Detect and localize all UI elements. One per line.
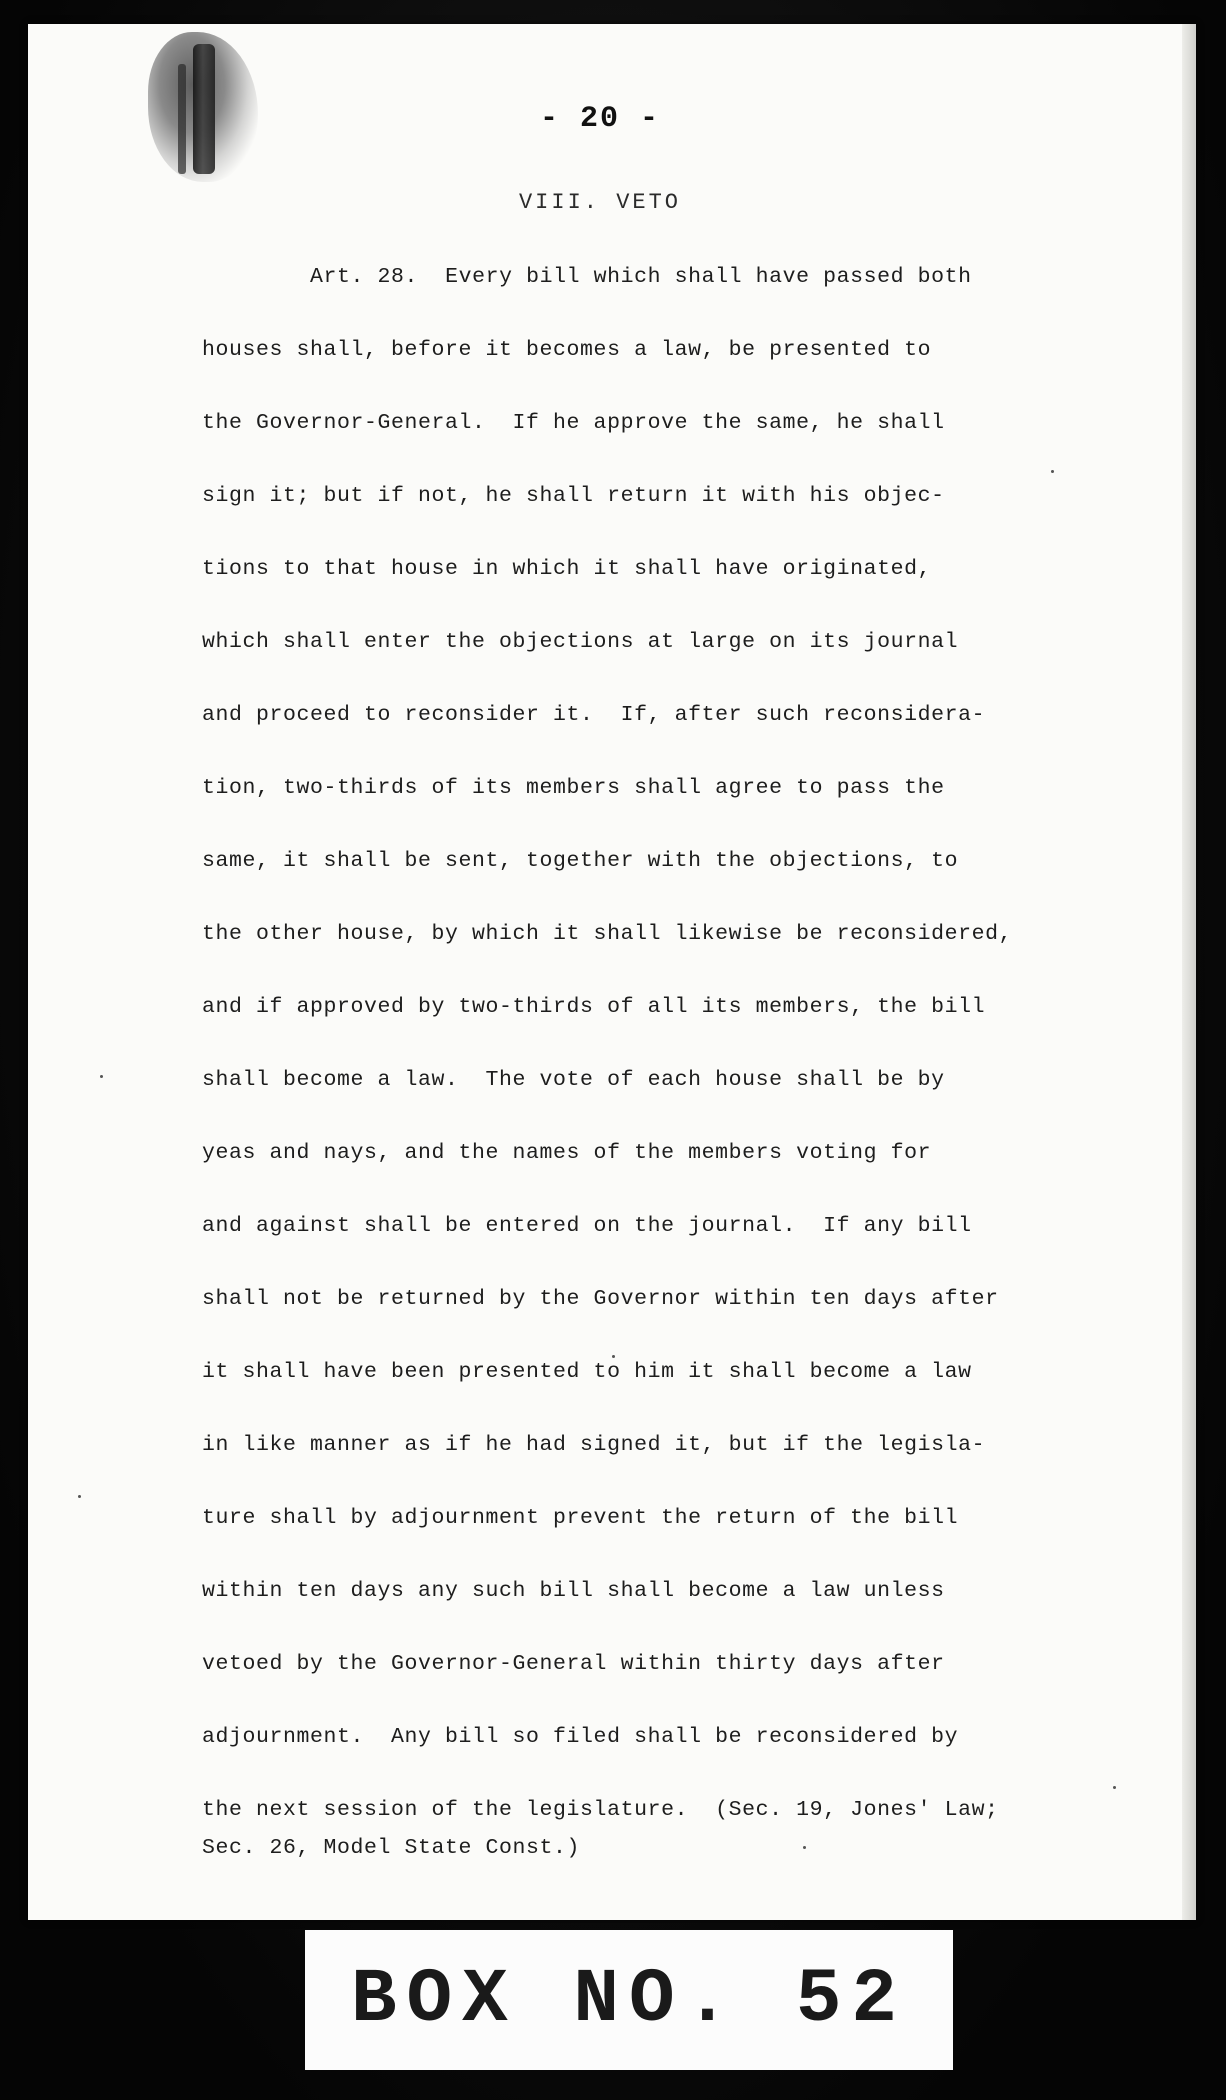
article-line: and if approved by two-thirds of all its members, the bill xyxy=(202,995,986,1019)
scan-speck xyxy=(78,1495,81,1498)
scan-speck xyxy=(1051,470,1054,473)
article-line: Every bill which shall have passed both xyxy=(445,265,972,289)
article-line: ture shall by adjournment prevent the return of the bill xyxy=(202,1506,959,1530)
article-line: and against shall be entered on the journal. If any bill xyxy=(202,1214,972,1238)
article-line: Sec. 26, Model State Const.) xyxy=(202,1836,581,1860)
article-line: which shall enter the objections at large on its journal xyxy=(202,630,959,654)
article-line: the Governor-General. If he approve the same, he shall xyxy=(202,411,945,435)
scan-speck xyxy=(1113,1786,1116,1789)
article-line: tion, two-thirds of its members shall agree to pass the xyxy=(202,776,945,800)
article-line: same, it shall be sent, together with the objections, to xyxy=(202,849,959,873)
page-edge-shadow xyxy=(1182,24,1196,1920)
section-heading: VIII. VETO xyxy=(518,190,682,215)
article-line: shall not be returned by the Governor within ten days after xyxy=(202,1287,999,1311)
scan-speck xyxy=(803,1846,806,1849)
staple-mark xyxy=(193,44,215,174)
article-line: and proceed to reconsider it. If, after such reconsidera- xyxy=(202,703,986,727)
article-line: within ten days any such bill shall become a law unless xyxy=(202,1579,945,1603)
article-line: the other house, by which it shall likewise be reconsidered, xyxy=(202,922,1013,946)
page-number: - 20 - xyxy=(539,102,661,136)
scan-speck xyxy=(100,1075,103,1078)
box-number-label: BOX NO. 52 xyxy=(305,1930,953,2070)
staple-mark-secondary xyxy=(178,64,186,174)
article-line: tions to that house in which it shall have originated, xyxy=(202,557,932,581)
article-line: in like manner as if he had signed it, but if the legisla- xyxy=(202,1433,986,1457)
article-line: it shall have been presented to him it shall become a law xyxy=(202,1360,972,1384)
article-line: adjournment. Any bill so filed shall be reconsidered by xyxy=(202,1725,959,1749)
article-line: vetoed by the Governor-General within thirty days after xyxy=(202,1652,945,1676)
article-line: the next session of the legislature. (Sec. 19, Jones' Law; xyxy=(202,1798,999,1822)
article-line: sign it; but if not, he shall return it with his objec- xyxy=(202,484,945,508)
article-line: yeas and nays, and the names of the members voting for xyxy=(202,1141,932,1165)
article-label: Art. 28. xyxy=(310,265,419,289)
article-line: shall become a law. The vote of each house shall be by xyxy=(202,1068,945,1092)
article-body xyxy=(202,260,1102,1869)
scan-speck xyxy=(612,1355,615,1358)
article-line: houses shall, before it becomes a law, be presented to xyxy=(202,338,932,362)
article-line-first xyxy=(202,260,1102,333)
